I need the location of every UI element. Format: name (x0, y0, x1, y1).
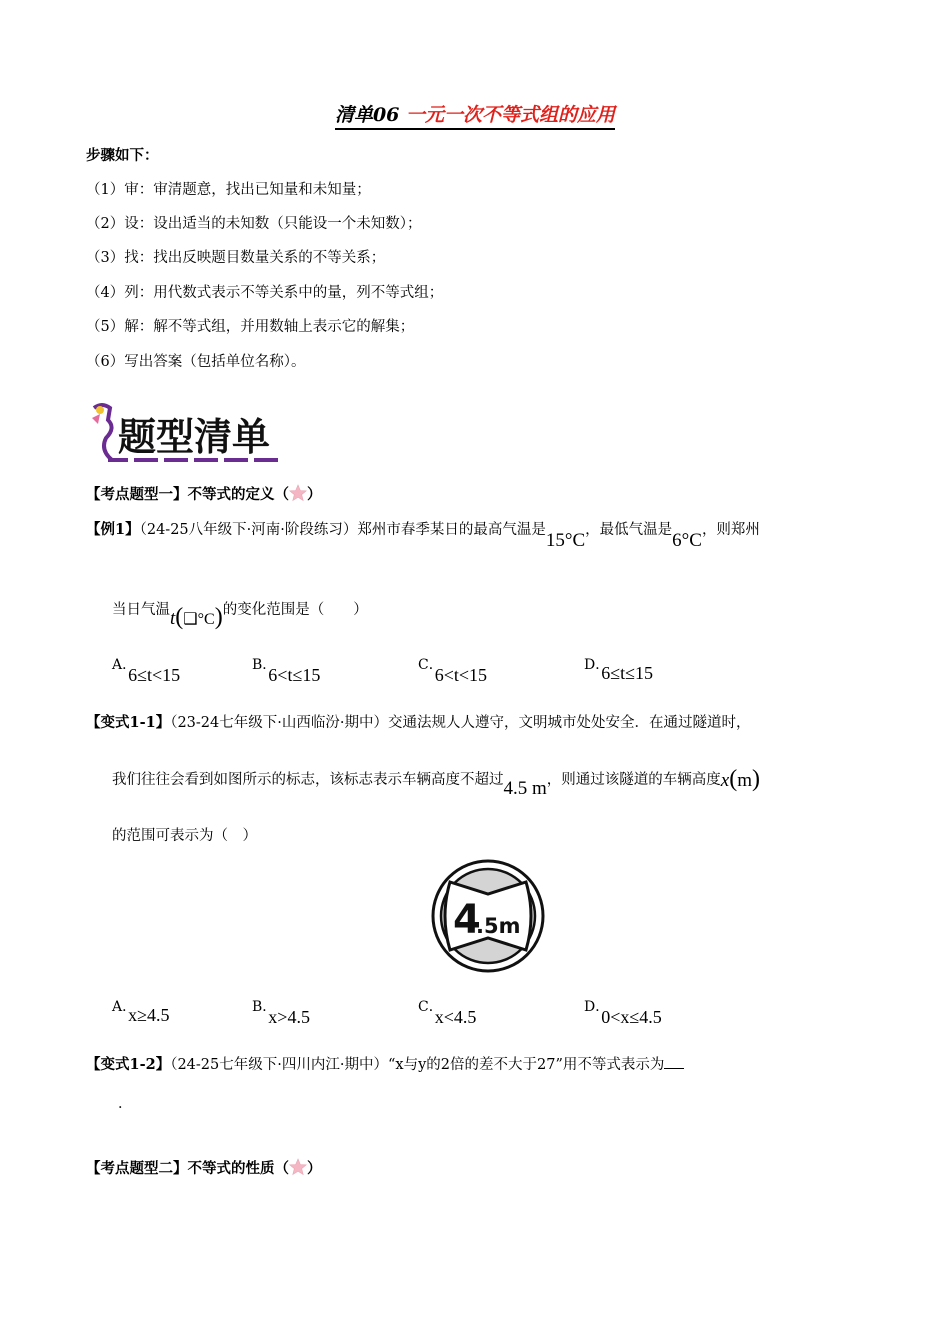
example-1-text: ，则郑州 (701, 522, 760, 538)
sign-number-big: 4 (453, 897, 481, 943)
section-heading-1-close: ） (307, 486, 322, 503)
example-1-line-2 (112, 594, 368, 630)
variant-1-2-line-1 (86, 1053, 684, 1074)
option-expression: x>4.5 (268, 1007, 310, 1027)
option-letter: D． (584, 657, 610, 673)
example-1-option-a[interactable] (112, 653, 188, 685)
option-expression: 6<t<15 (434, 665, 488, 685)
low-temperature: 6°C (672, 530, 702, 551)
placeholder-box: ❑°C (183, 611, 215, 628)
unit-m: m (737, 770, 752, 791)
variant-1-1-text: ，则通过该隧道的车辆高度 (546, 772, 721, 788)
question-types-banner (88, 400, 288, 472)
variant-1-1-line-3: 的范围可表示为（ ） (112, 828, 257, 844)
option-letter: A． (112, 999, 137, 1015)
temperature-variable: t(❑°C) (170, 604, 223, 630)
variant-1-1-text: 我们往往会看到如图所示的标志，该标志表示车辆高度不超过 (112, 772, 504, 788)
banner-text: 题型清单 (118, 415, 271, 459)
banner-graphic (88, 400, 288, 472)
option-expression: 0<x≤4.5 (601, 1007, 662, 1027)
variant-1-1-option-d[interactable] (584, 995, 670, 1027)
section-heading-1-text: 【考点题型一】不等式的定义（ (86, 486, 289, 503)
example-1-text: 当日气温 (112, 602, 170, 618)
section-heading-2-text: 【考点题型二】不等式的性质（ (86, 1160, 289, 1177)
step-item: （4）列：用代数式表示不等关系中的量，列不等式组； (86, 285, 444, 301)
example-1-text: 的变化范围是（ ） (222, 602, 368, 618)
star-icon (289, 484, 307, 502)
example-1-text: ，最低气温是 (585, 522, 673, 538)
variant-1-2-source: （24-25七年级下·四川内江·期中） (170, 1057, 388, 1073)
variant-1-1-label: 【变式1-1】 (86, 714, 171, 731)
option-letter: B． (252, 999, 277, 1015)
option-letter: D． (584, 999, 610, 1015)
variant-1-1-option-a[interactable] (112, 995, 178, 1025)
option-expression: 6≤t<15 (128, 665, 181, 685)
example-1-option-b[interactable] (252, 653, 328, 685)
step-item: （3）找：找出反映题目数量关系的不等关系； (86, 250, 386, 266)
option-letter: B． (252, 657, 277, 673)
option-letter: C． (418, 657, 443, 673)
title-prefix: 清单06 (334, 104, 407, 126)
variant-1-1-text: 交通法规人人遵守，文明城市处处安全．在通过隧道时， (387, 715, 751, 731)
option-expression: 6<t≤15 (268, 665, 321, 685)
example-1-source: （24-25八年级下·河南·阶段练习） (139, 522, 358, 538)
answer-blank[interactable] (664, 1054, 684, 1069)
section-heading-2-close: ） (307, 1160, 322, 1177)
example-1-text: 郑州市春季某日的最高气温是 (357, 522, 546, 538)
vehicle-height-variable: x(m) (720, 766, 760, 792)
sign-number-small: .5m (476, 914, 521, 938)
height-limit-sign (430, 858, 546, 974)
variant-1-1-line-2 (112, 764, 760, 799)
example-1-option-d[interactable] (584, 653, 661, 683)
option-letter: A． (112, 657, 137, 673)
document-title (0, 100, 950, 130)
height-limit: 4.5 m (503, 778, 547, 799)
step-item: （5）解：解不等式组，并用数轴上表示它的解集； (86, 319, 415, 335)
title-main: 一元一次不等式组的应用 (406, 104, 616, 126)
step-item: （2）设：设出适当的未知数（只能设一个未知数）； (86, 216, 422, 232)
option-expression: x<4.5 (434, 1007, 477, 1027)
option-expression: 6≤t≤15 (601, 663, 653, 683)
variant-1-2-end: ． (118, 1096, 133, 1112)
variant-1-2-label: 【变式1-2】 (86, 1056, 171, 1073)
star-icon (289, 1158, 307, 1176)
steps-heading: 步骤如下： (86, 147, 159, 164)
step-item: （1）审：审清题意，找出已知量和未知量； (86, 182, 371, 198)
variant-1-1-source: （23-24七年级下·山西临汾·期中） (170, 715, 388, 731)
high-temperature: 15°C (545, 530, 586, 551)
variable-t: t (170, 608, 176, 629)
step-item: （6）写出答案（包括单位名称）。 (86, 354, 306, 370)
variant-1-2-text: “x与y的2倍的差不大于27”用不等式表示为 (387, 1057, 665, 1073)
example-1-option-c[interactable] (418, 653, 495, 685)
variable-x: x (720, 770, 730, 791)
height-sign-graphic (430, 858, 546, 974)
section-heading-2 (86, 1157, 322, 1178)
variant-1-1-option-b[interactable] (252, 995, 318, 1027)
option-expression: x≥4.5 (128, 1005, 170, 1025)
option-letter: C． (418, 999, 443, 1015)
section-heading-1 (86, 483, 322, 504)
variant-1-1-option-c[interactable] (418, 995, 484, 1027)
variant-1-1-line-1 (86, 711, 750, 732)
example-1-line-1 (86, 518, 760, 551)
example-1-label: 【例1】 (86, 521, 140, 538)
